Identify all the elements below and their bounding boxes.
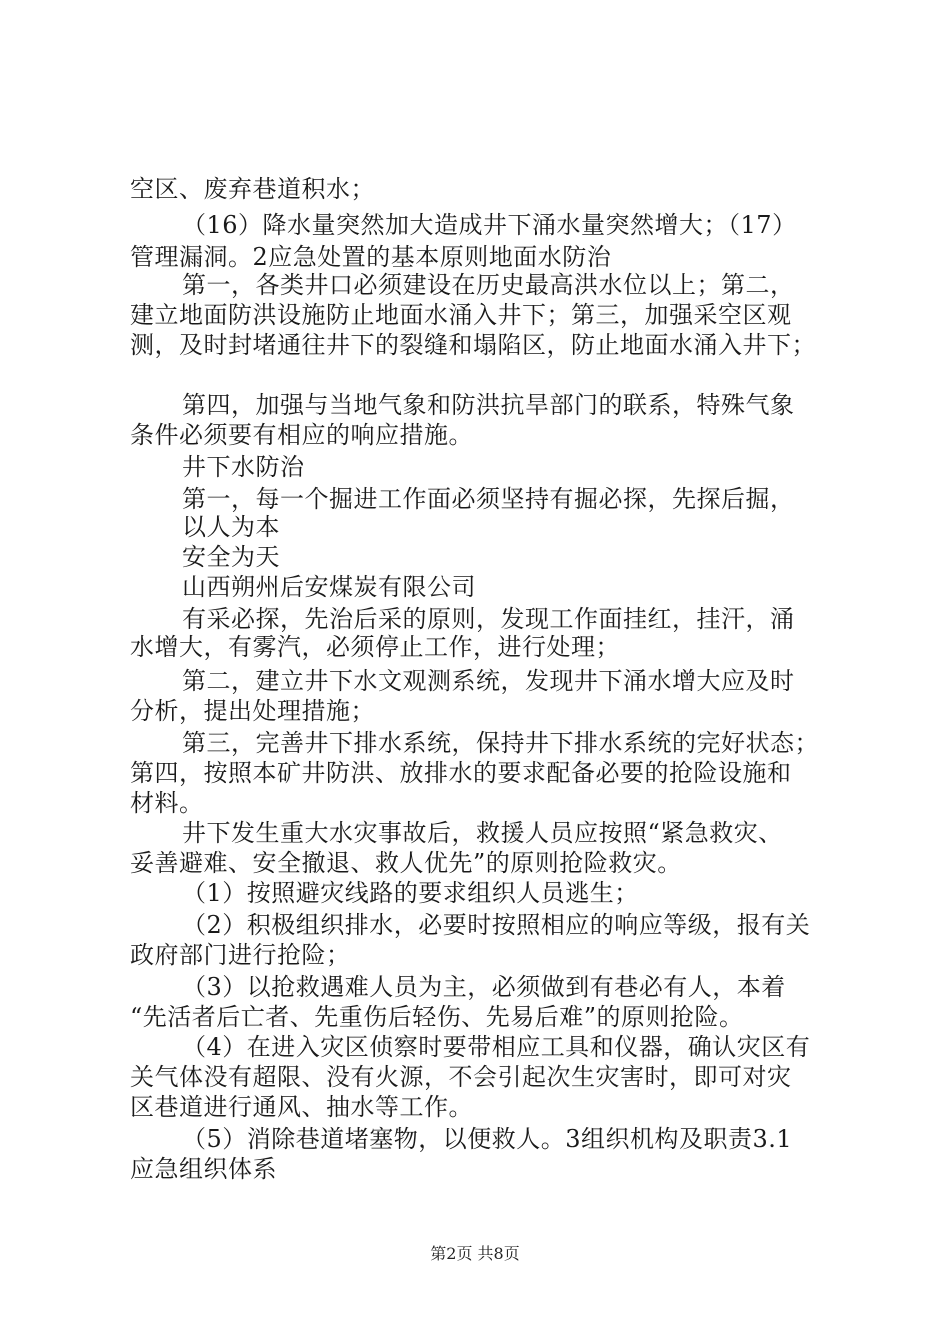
text-line: 关气体没有超限、没有火源，不会引起次生灾害时，即可对灾 [130,1063,792,1091]
text-line: 第一，每一个掘进工作面必须坚持有掘必探，先探后掘， [182,485,795,513]
watermark-line: 以人为本 [182,513,280,541]
text-line: 水增大，有雾汽，必须停止工作，进行处理； [130,633,620,661]
list-item: （1）按照避灾线路的要求组织人员逃生； [182,879,639,907]
text-line: 第三，完善井下排水系统，保持井下排水系统的完好状态； [182,729,819,757]
text-line: 材料。 [130,789,204,817]
text-line: 第四，加强与当地气象和防洪抗旱部门的联系，特殊气象 [182,391,795,419]
list-item: （4）在进入灾区侦察时要带相应工具和仪器，确认灾区有 [182,1033,811,1061]
text-line: 第四，按照本矿井防洪、放排水的要求配备必要的抢险设施和 [130,759,792,787]
text-line: 区巷道进行通风、抽水等工作。 [130,1093,473,1121]
text-line: 分析，提出处理措施； [130,697,375,725]
text-line: “先活者后亡者、先重伤后轻伤、先易后难”的原则抢险。 [130,1003,744,1031]
text-line: 政府部门进行抢险； [130,941,351,969]
list-item: （2）积极组织排水，必要时按照相应的响应等级，报有关 [182,911,811,939]
text-line: 测，及时封堵通往井下的裂缝和塌陷区，防止地面水涌入井下； [130,331,816,359]
text-line: 妥善避难、安全撤退、救人优先”的原则抢险救灾。 [130,849,682,877]
company-name-line: 山西朔州后安煤炭有限公司 [182,573,476,601]
text-line: 空区、废弃巷道积水； [130,175,375,203]
list-item: （3）以抢救遇难人员为主，必须做到有巷必有人，本着 [182,973,786,1001]
section-heading: 井下水防治 [182,453,305,481]
text-line: 条件必须要有相应的响应措施。 [130,421,473,449]
text-line: 建立地面防洪设施防止地面水涌入井下；第三，加强采空区观 [130,301,792,329]
text-line: （16）降水量突然加大造成井下涌水量突然增大；（17） [182,211,797,239]
text-line: 应急组织体系 [130,1155,277,1183]
list-item: （5）消除巷道堵塞物，以便救人。3组织机构及职责3.1 [182,1125,793,1153]
text-line: 有采必探，先治后采的原则，发现工作面挂红，挂汗，涌 [182,605,795,633]
text-line: 井下发生重大水灾事故后，救援人员应按照“紧急救灾、 [182,819,783,847]
text-line: 管理漏洞。2应急处置的基本原则地面水防治 [130,243,612,271]
page-number-footer: 第2页 共8页 [430,1244,520,1263]
text-line: 第一，各类井口必须建设在历史最高洪水位以上；第二， [182,271,795,299]
text-line: 第二，建立井下水文观测系统，发现井下涌水增大应及时 [182,667,795,695]
watermark-line: 安全为天 [182,543,280,571]
